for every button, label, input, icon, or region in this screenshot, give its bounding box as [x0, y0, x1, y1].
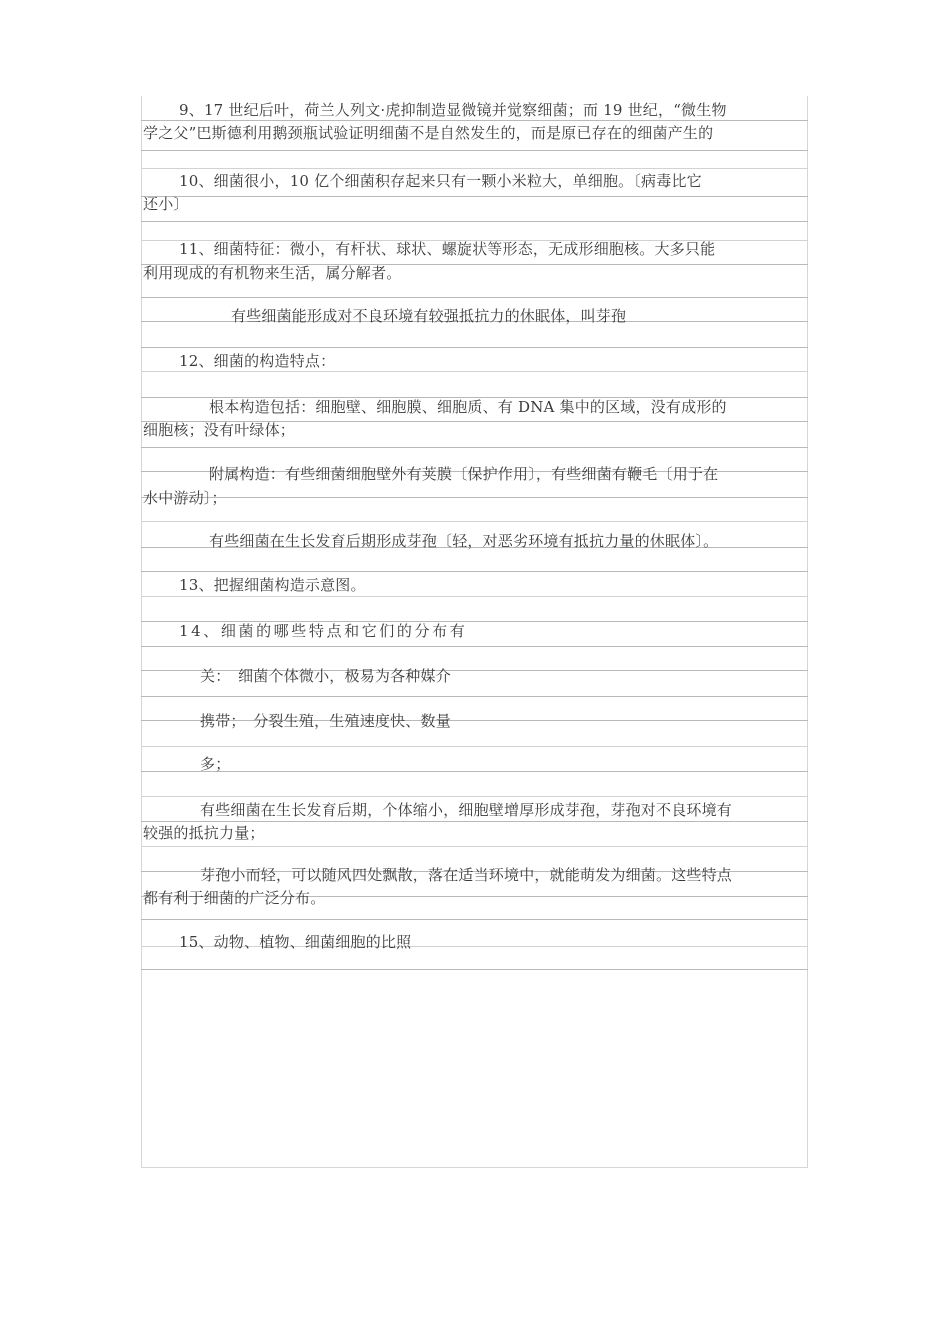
paragraph-14-line-b: 携带； 分裂生殖，生殖速度快、数量 — [200, 712, 451, 730]
paragraph-12-accessory-structure-line-2: 水中游动〕； — [143, 489, 227, 507]
line-rule — [141, 646, 808, 647]
line-rule — [141, 746, 808, 747]
paragraph-12-basic-structure-line-2: 细胞核；没有叶绿体； — [143, 421, 296, 439]
paragraph-14-spore-line-2: 较强的抵抗力量； — [143, 824, 265, 842]
line-rule — [141, 796, 808, 797]
line-rule — [141, 846, 808, 847]
line-rule — [141, 447, 808, 448]
paragraph-14-spore-line-1: 有些细菌在生长发育后期，个体缩小，细胞壁增厚形成芽孢，芽孢对不良环境有 — [200, 801, 733, 819]
line-rule — [141, 221, 808, 222]
paragraph-13: 13、把握细菌构造示意图。 — [179, 576, 366, 594]
paragraph-11-line-1: 11、细菌特征：微小，有杆状、球状、螺旋状等形态，无成形细胞核。大多只能 — [179, 240, 716, 258]
line-rule — [141, 347, 808, 348]
paragraph-14-heading: 14、细菌的哪些特点和它们的分布有 — [179, 622, 468, 640]
line-rule — [141, 521, 808, 522]
line-rule — [141, 969, 808, 970]
paragraph-10-line-2: 还小〕 — [143, 195, 189, 213]
paragraph-12-accessory-structure-line-1: 附属构造：有些细菌细胞壁外有荚膜〔保护作用〕，有些细菌有鞭毛〔用于在 — [209, 465, 719, 483]
paragraph-10-line-1: 10、细菌很小，10 亿个细菌积存起来只有一颗小米粒大，单细胞。〔病毒比它 — [179, 172, 702, 190]
paragraph-11-line-2: 利用现成的有机物来生活，属分解者。 — [143, 264, 402, 282]
line-rule — [141, 168, 808, 169]
line-rule — [141, 571, 808, 572]
paragraph-14-dispersal-line-1: 芽孢小而轻，可以随风四处飘散，落在适当环境中，就能萌发为细菌。这些特点 — [200, 866, 733, 884]
line-rule — [141, 297, 808, 298]
paragraph-14-line-c: 多； — [200, 755, 231, 773]
paragraph-12-spore-line: 有些细菌在生长发育后期形成芽孢〔轻，对恶劣环境有抵抗力量的休眠体〕。 — [209, 532, 719, 550]
paragraph-12-basic-structure-line-1: 根本构造包括：细胞壁、细胞膜、细胞质、有 DNA 集中的区域，没有成形的 — [209, 398, 727, 416]
paragraph-12-heading: 12、细菌的构造特点： — [179, 352, 336, 370]
paragraph-14-line-a: 关： 细菌个体微小，极易为各种媒介 — [200, 667, 451, 685]
line-rule — [141, 919, 808, 920]
paragraph-15: 15、动物、植物、细菌细胞的比照 — [179, 933, 412, 951]
paragraph-9-line-1: 9、17 世纪后叶，荷兰人列文·虎抑制造显微镜并觉察细菌；而 19 世纪，“微生物 — [179, 101, 727, 119]
paragraph-9-line-2: 学之父”巴斯德利用鹅颈瓶试验证明细菌不是自然发生的，而是原已存在的细菌产生的 — [143, 124, 714, 142]
line-rule — [141, 596, 808, 597]
line-rule — [141, 696, 808, 697]
paragraph-11-spore-note: 有些细菌能形成对不良环境有较强抵抗力的休眠体，叫芽孢 — [231, 307, 627, 325]
paragraph-14-dispersal-line-2: 都有利于细菌的广泛分布。 — [143, 889, 326, 907]
line-rule — [141, 150, 808, 151]
